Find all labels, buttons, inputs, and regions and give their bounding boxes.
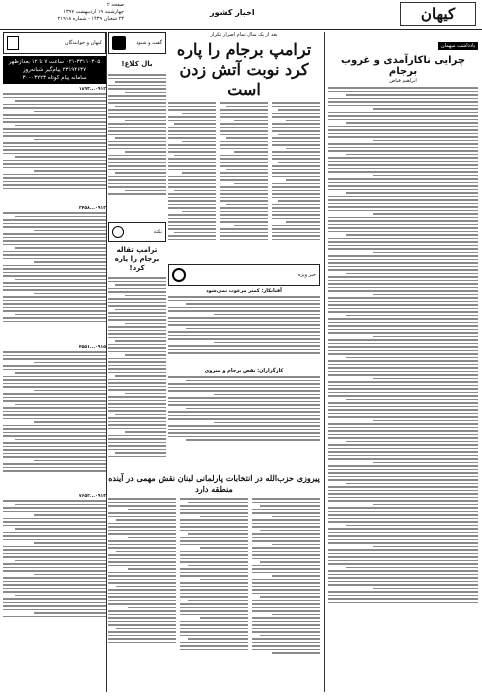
phone-icon [7, 36, 19, 50]
dialogue-box [108, 32, 166, 54]
note-body [108, 277, 166, 487]
readers-box [3, 32, 106, 54]
note-box [108, 222, 166, 242]
guest-note-column [328, 32, 478, 692]
caller-number: ۰۹۱۳...۷۶۵۲ [78, 494, 106, 499]
newspaper-logo: کیهان [400, 2, 476, 26]
dialogue-column [108, 32, 166, 462]
note-headline: ترامپ تقاله برجام را پاره کرد! [114, 246, 160, 272]
lower-story-body [108, 498, 320, 678]
page-header [0, 0, 482, 30]
target-icon [172, 268, 186, 282]
contact-line-1: ۰۲۱-۳۳۱۱۰۳۰۵ ساعت ۷ تا ۱۲ بعدازظهر [8, 59, 101, 65]
special-news-label: خبر ویژه [297, 272, 316, 278]
special-news-sub-1: آفتابکار: کمتر مرعوب نمی‌شود [206, 288, 282, 294]
caller-number: ۰۹۱۵...۴۵۵۱ [78, 345, 106, 350]
main-story-headline: ترامپ برجام را پاره کرد نوبت آتش زدن است [176, 40, 312, 99]
guest-note-headline: چرایی ناکارآمدی و غروب برجام [340, 55, 466, 77]
contact-line-2: ۲۳۱۹۴۶۳۷ پیام‌گیر شبانه‌روز [22, 67, 87, 73]
readers-column [3, 32, 106, 692]
guest-note-author: ابراهیم فیاض [389, 78, 417, 84]
special-news-body-2 [168, 376, 320, 456]
note-icon [112, 226, 124, 238]
column-divider [324, 32, 325, 692]
issue-page: صفحه ۲ [107, 2, 124, 8]
guest-note-tag: یادداشت میهمان [438, 42, 478, 50]
column-divider [106, 32, 107, 692]
main-story [168, 32, 320, 262]
guest-note-body [328, 87, 478, 687]
main-story-body [168, 102, 320, 262]
dialogue-icon [112, 36, 126, 50]
readers-box-label: کیهان و خوانندگان [64, 40, 102, 46]
special-news-bar [168, 264, 320, 286]
dialogue-box-label: گفت و شنود [136, 40, 162, 46]
special-news-sub-2: کارگزاران: نقض برجام و منزوی [204, 368, 284, 374]
caller-number: ۰۹۱۲...۱۸۹۳ [78, 87, 106, 92]
special-news-body-1 [168, 296, 320, 366]
main-story-kicker: بعد از یک سال تمام اصرار تکرار [210, 32, 278, 38]
special-news-box [168, 264, 320, 464]
lower-story [108, 470, 320, 692]
reader-message [3, 212, 106, 342]
issue-meta [4, 2, 124, 23]
contact-numbers [3, 56, 106, 84]
caller-number: ۰۹۱۲...۲۴۵۸ [78, 206, 106, 211]
reader-message [3, 93, 106, 203]
note-box-label: نکته [153, 229, 162, 235]
dialogue-headline: بال کلاغ! [121, 60, 153, 68]
lower-story-headline: پیروزی حزب‌الله در انتخابات پارلمانی لبنان نقش مهمی در آینده منطقه دارد [108, 473, 320, 494]
section-title: اخبار کشور [210, 8, 255, 17]
reader-message [3, 500, 106, 640]
issue-date: چهارشنبه ۱۹ اردیبهشت ۱۳۹۷ [63, 9, 124, 15]
contact-line-3: سامانه پیام کوتاه ۳۰۰۰۳۲۲۳ [22, 75, 87, 81]
dialogue-body [108, 74, 166, 214]
issue-number: ۲۳ شعبان ۱۴۳۹ - شماره ۲۱۹۱۸ [57, 16, 124, 22]
reader-message [3, 351, 106, 491]
